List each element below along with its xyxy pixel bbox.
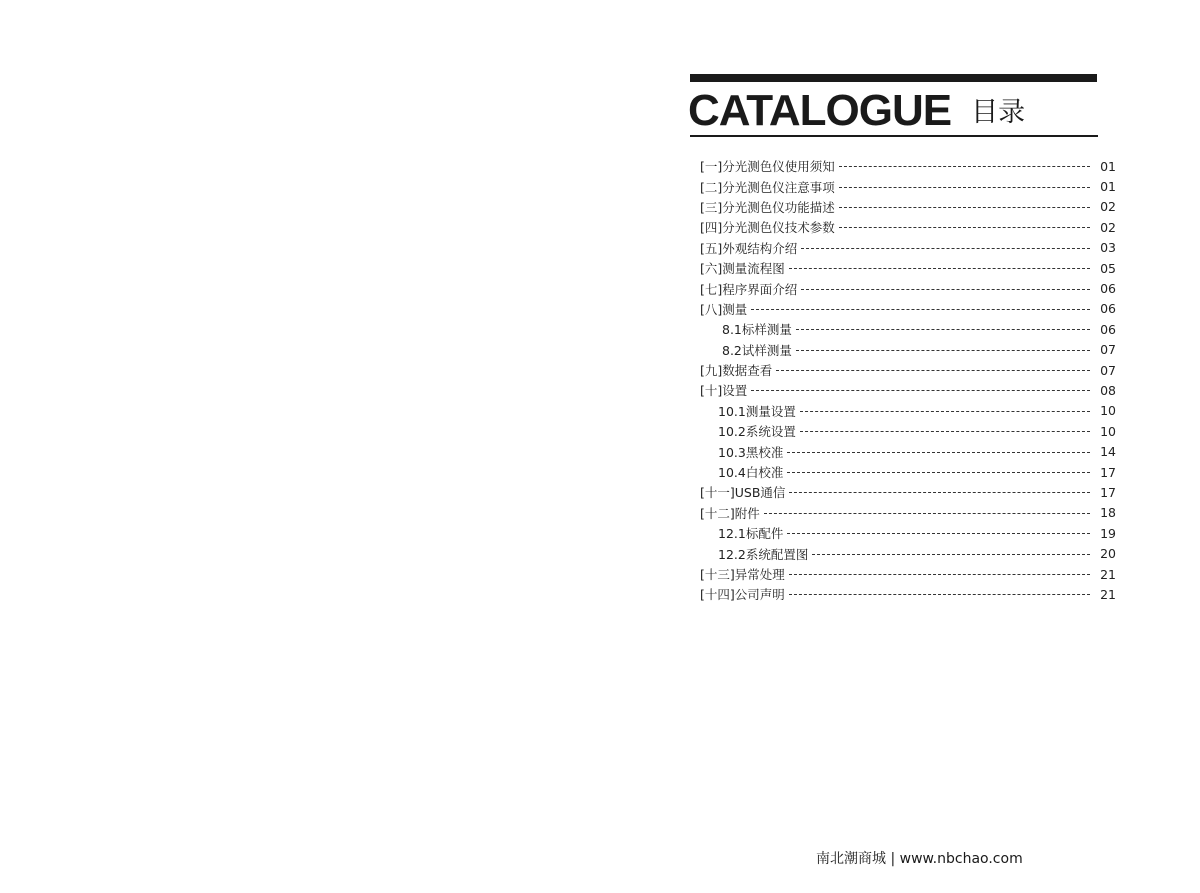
toc-entry-label: [十四]公司声明	[700, 587, 785, 603]
toc-dotted-leader	[800, 411, 1090, 412]
toc-entry-page: 18	[1100, 505, 1116, 521]
toc-dotted-leader	[789, 594, 1090, 595]
toc-dotted-leader	[839, 227, 1090, 228]
toc-entry-page: 07	[1100, 362, 1116, 378]
toc-dotted-leader	[751, 390, 1090, 391]
toc-entry-label: [十三]异常处理	[700, 567, 785, 582]
toc-entry[interactable]	[700, 340, 1116, 360]
toc-entry-label: [二]分光测色仪注意事项	[700, 179, 835, 195]
toc-dotted-leader	[776, 370, 1090, 371]
toc-entry-page: 02	[1100, 219, 1116, 235]
toc-entry[interactable]	[700, 238, 1116, 258]
toc-entry-page: 21	[1100, 566, 1116, 582]
toc-entry[interactable]	[700, 584, 1116, 604]
toc-entry[interactable]	[700, 462, 1116, 482]
toc-entry[interactable]	[700, 156, 1116, 176]
toc-dotted-leader	[789, 574, 1090, 575]
footer-watermark: 南北潮商城 | www.nbchao.com	[816, 851, 1023, 867]
toc-entry-page: 01	[1100, 158, 1116, 174]
toc-entry-label: 8.2试样测量	[722, 342, 792, 358]
heading-bottom-rule	[690, 135, 1098, 137]
toc-entry-label: 12.1标配件	[718, 526, 784, 542]
toc-dotted-leader	[839, 187, 1090, 188]
toc-entry-page: 03	[1100, 240, 1116, 256]
toc-entry-label: 8.1标样测量	[722, 322, 792, 338]
toc-dotted-leader	[801, 248, 1090, 249]
toc-entry-page: 17	[1100, 464, 1116, 480]
toc-entry-label: 10.4白校准	[718, 465, 784, 481]
toc-entry-page: 10	[1100, 423, 1116, 439]
toc-entry-label: [六]测量流程图	[700, 261, 785, 277]
toc-entry[interactable]	[700, 380, 1116, 400]
toc-dotted-leader	[751, 309, 1090, 310]
toc-entry-page: 05	[1100, 260, 1116, 276]
toc-entry-page: 21	[1100, 586, 1116, 602]
toc-dotted-leader	[787, 533, 1090, 534]
toc-dotted-leader	[796, 350, 1090, 351]
toc-entry[interactable]	[700, 197, 1116, 217]
toc-entry-page: 06	[1100, 301, 1116, 317]
toc-dotted-leader	[800, 431, 1090, 432]
toc-entry[interactable]	[700, 299, 1116, 319]
toc-entry-page: 17	[1100, 484, 1116, 500]
toc-entry-label: [四]分光测色仪技术参数	[700, 220, 835, 236]
toc-entry[interactable]	[700, 258, 1116, 278]
toc-dotted-leader	[764, 513, 1090, 514]
toc-dotted-leader	[789, 492, 1090, 493]
toc-entry-label: [八]测量	[700, 301, 748, 317]
toc-entry-label: [九]数据查看	[700, 363, 773, 379]
toc-dotted-leader	[796, 329, 1090, 330]
toc-entry[interactable]	[700, 543, 1116, 563]
toc-dotted-leader	[839, 166, 1090, 167]
toc-dotted-leader	[812, 554, 1090, 555]
toc-dotted-leader	[801, 289, 1090, 290]
catalogue-title-en: CATALOGUE	[688, 86, 952, 135]
toc-dotted-leader	[787, 472, 1090, 473]
toc-entry-label: 10.3黑校准	[718, 444, 784, 460]
toc-entry[interactable]	[700, 401, 1116, 421]
toc-entry-label: [七]程序界面介绍	[700, 281, 798, 297]
catalogue-title-zh: 目录	[971, 97, 1026, 128]
toc-entry[interactable]	[700, 360, 1116, 380]
toc-entry[interactable]	[700, 503, 1116, 523]
toc-entry-label: [一]分光测色仪使用须知	[700, 159, 835, 175]
heading-top-rule	[690, 74, 1097, 82]
toc-entry-page: 20	[1100, 546, 1116, 562]
toc-entry-label: 10.1测量设置	[718, 403, 796, 419]
toc-entry[interactable]	[700, 482, 1116, 502]
toc-entry-page: 19	[1100, 525, 1116, 541]
toc-dotted-leader	[839, 207, 1090, 208]
toc-entry-label: 10.2系统设置	[718, 424, 796, 440]
toc-entry-page: 06	[1100, 281, 1116, 297]
toc-entry-label: [五]外观结构介绍	[700, 240, 798, 256]
toc-entry-label: [十一]USB通信	[700, 485, 786, 501]
toc-entry-page: 02	[1100, 199, 1116, 215]
toc-entry-page: 08	[1100, 382, 1116, 398]
toc-entry-page: 14	[1100, 444, 1116, 460]
toc-entry-label: [十]设置	[700, 383, 748, 399]
toc-entry[interactable]	[700, 523, 1116, 543]
toc-entry[interactable]	[700, 564, 1116, 584]
toc-entry[interactable]	[700, 421, 1116, 441]
toc-entry-label: [三]分光测色仪功能描述	[700, 199, 835, 215]
toc-entry-label: 12.2系统配置图	[718, 546, 809, 562]
toc-entry[interactable]	[700, 319, 1116, 339]
toc-entry-page: 10	[1100, 403, 1116, 419]
catalogue-heading	[688, 86, 1025, 134]
toc-entry-page: 06	[1100, 321, 1116, 337]
toc-entry[interactable]	[700, 176, 1116, 196]
table-of-contents	[700, 156, 1116, 605]
toc-entry-page: 01	[1100, 179, 1116, 195]
toc-dotted-leader	[787, 452, 1090, 453]
toc-entry-label: [十二]附件	[700, 505, 760, 521]
toc-entry[interactable]	[700, 441, 1116, 461]
toc-entry[interactable]	[700, 217, 1116, 237]
toc-entry[interactable]	[700, 278, 1116, 298]
toc-dotted-leader	[789, 268, 1090, 269]
toc-entry-page: 07	[1100, 342, 1116, 358]
